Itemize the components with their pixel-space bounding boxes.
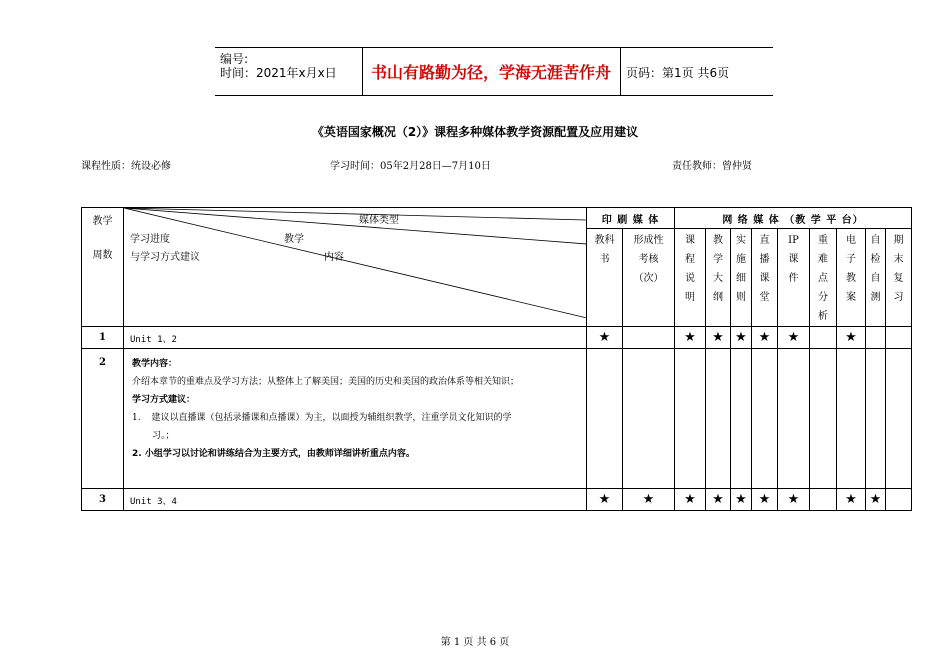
column-header: 重 难 点 分 析	[810, 229, 837, 327]
media-type-label: 媒体类型	[359, 215, 399, 226]
empty-cell	[752, 349, 778, 489]
content-heading: 教学内容：	[132, 359, 178, 369]
header-divider	[620, 48, 621, 95]
empty-cell	[675, 349, 706, 489]
week-header-bottom: 周数	[92, 250, 113, 261]
week-cell: 3	[82, 489, 124, 511]
advice-item-2: 2. 小组学习以讨论和讲练结合为主要方式，由教师详细讲析重点内容。	[132, 449, 415, 459]
code-label: 编号:	[220, 52, 249, 66]
empty-cell	[886, 489, 912, 511]
header-bottom-rule	[215, 95, 773, 96]
teaching-label: 教学	[284, 234, 304, 245]
star-mark: ★	[587, 327, 623, 349]
course-nature: 课程性质：统设必修	[81, 161, 171, 172]
diagonal-header-cell	[124, 208, 587, 327]
empty-cell	[731, 349, 752, 489]
slogan: 书山有路勤为径，学海无涯苦作舟	[370, 63, 611, 82]
star-mark: ★	[778, 489, 810, 511]
week-cell: 1	[82, 327, 124, 349]
page-footer: 第 1 页 共 6 页	[440, 637, 510, 648]
content-cell: Unit 3、4	[124, 489, 587, 511]
star-mark: ★	[675, 489, 706, 511]
star-mark: ★	[866, 489, 886, 511]
empty-cell	[866, 349, 886, 489]
empty-cell	[837, 349, 866, 489]
print-media-header: 印 刷 媒 体	[587, 208, 675, 229]
advice-label: 与学习方式建议	[130, 252, 200, 263]
teacher: 责任教师：曾仲贤	[672, 161, 752, 172]
column-header: 期 末 复 习	[886, 229, 912, 327]
star-mark: ★	[587, 489, 623, 511]
empty-cell	[706, 349, 731, 489]
column-header: 电 子 教 案	[837, 229, 866, 327]
column-header: 自 检 自 测	[866, 229, 886, 327]
column-header: 教 学 大 纲	[706, 229, 731, 327]
empty-cell	[623, 349, 675, 489]
star-mark: ★	[731, 489, 752, 511]
media-resource-table	[81, 207, 912, 511]
content-label: 内容	[324, 252, 344, 263]
empty-cell	[886, 327, 912, 349]
star-mark: ★	[837, 489, 866, 511]
column-header: 形成性 考核 （次）	[623, 229, 675, 327]
star-mark: ★	[706, 489, 731, 511]
time-label: 时间：2021年x月x日	[220, 66, 337, 80]
header-top-rule	[215, 47, 773, 48]
progress-label: 学习进度	[130, 234, 170, 245]
content-text: 介绍本章节的重难点及学习方法；从整体上了解美国；美国的历史和美国的政治体系等相关知识；	[132, 377, 520, 387]
advice-1-line1: 建议以直播课（包括录播课和点播课）为主，以面授为辅组织教学，注重学员文化知识的学	[151, 413, 512, 423]
content-cell: Unit 1、2	[124, 327, 587, 349]
advice-heading: 学习方式建议：	[132, 395, 196, 405]
week2-content-cell	[124, 349, 587, 489]
advice-item-1	[132, 409, 578, 427]
empty-cell	[623, 327, 675, 349]
week-cell: 2	[82, 349, 124, 489]
star-mark: ★	[706, 327, 731, 349]
column-header: 教科 书	[587, 229, 623, 327]
star-mark: ★	[675, 327, 706, 349]
week-header-top: 教学	[92, 216, 113, 227]
document-title: 《英语国家概况（2）》课程多种媒体教学资源配置及应用建议	[311, 125, 639, 139]
diagonal-lines	[124, 208, 587, 318]
column-header: 实 施 细 则	[731, 229, 752, 327]
empty-cell	[866, 327, 886, 349]
advice-1-num: 1.	[132, 413, 141, 423]
column-header: IP 课 件	[778, 229, 810, 327]
empty-cell	[810, 489, 837, 511]
column-header: 课 程 说 明	[675, 229, 706, 327]
star-mark: ★	[752, 327, 778, 349]
empty-cell	[810, 349, 837, 489]
empty-cell	[587, 349, 623, 489]
star-mark: ★	[731, 327, 752, 349]
week-header-cell	[82, 208, 124, 327]
empty-cell	[810, 327, 837, 349]
star-mark: ★	[778, 327, 810, 349]
star-mark: ★	[837, 327, 866, 349]
page-info: 页码：第1页 共6页	[626, 66, 730, 80]
star-mark: ★	[752, 489, 778, 511]
empty-cell	[886, 349, 912, 489]
network-media-header: 网 络 媒 体 （教 学 平 台）	[675, 208, 912, 229]
star-mark: ★	[623, 489, 675, 511]
empty-cell	[778, 349, 810, 489]
study-time: 学习时间：05年2月28日—7月10日	[330, 161, 491, 172]
advice-1-line2: 习。；	[152, 431, 175, 441]
column-header: 直 播 课 堂	[752, 229, 778, 327]
